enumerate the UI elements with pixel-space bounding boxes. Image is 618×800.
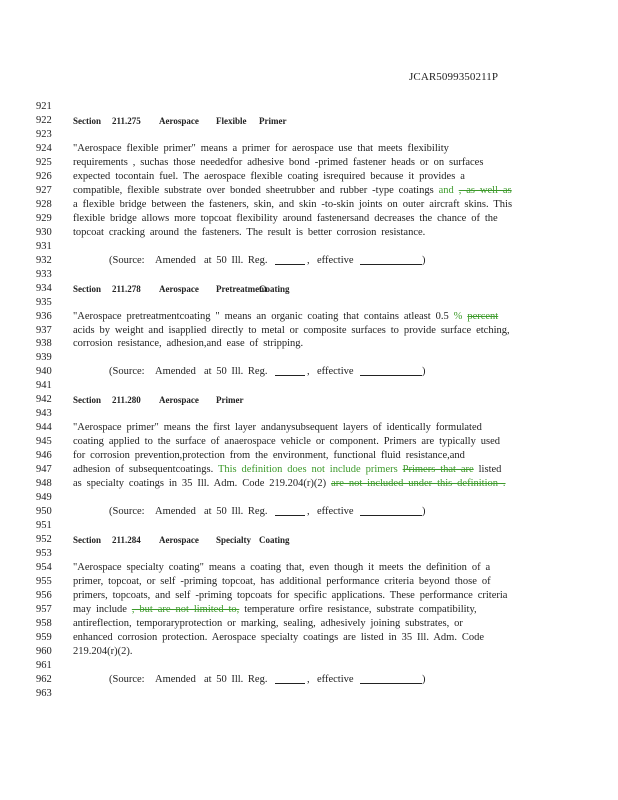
comma: ,	[307, 366, 310, 378]
line-number: 926	[36, 170, 52, 182]
line-text	[73, 212, 498, 226]
section-heading-part: Section	[73, 115, 101, 126]
line-number: 941	[36, 380, 52, 392]
line-text	[73, 337, 303, 351]
document-line	[0, 449, 618, 463]
line-number: 951	[36, 520, 52, 532]
line-text	[73, 142, 449, 156]
document-line	[0, 198, 618, 212]
effective-date-blank	[360, 365, 422, 376]
document-line	[0, 435, 618, 449]
register-reference: at 50 Ill. Reg.	[204, 366, 268, 378]
line-text	[73, 226, 425, 240]
document-line	[0, 128, 618, 142]
section-heading-part: Aerospace	[159, 535, 199, 546]
register-reference: at 50 Ill. Reg.	[204, 506, 268, 518]
line-number: 939	[36, 352, 52, 364]
inserted-text: %	[453, 310, 463, 322]
section-heading-part: 211.280	[112, 395, 141, 406]
source-label: (Source:	[109, 254, 145, 266]
section-heading-part: Primer	[216, 395, 244, 406]
document-line	[0, 114, 618, 128]
section-heading-part: Section	[73, 535, 101, 546]
document-line	[0, 212, 618, 226]
amended-label: Amended	[155, 506, 196, 518]
document-line	[0, 477, 618, 491]
document-line	[0, 687, 618, 701]
document-line	[0, 519, 618, 533]
document-line	[0, 617, 618, 631]
line-text	[73, 617, 463, 631]
body-text: primers, topcoats, and self -priming topcoats for specific applications. These performance criteria	[73, 589, 508, 601]
section-heading-part: Section	[73, 283, 101, 294]
section-heading-part: Flexible	[216, 115, 247, 126]
body-text: flexible bridge allows more topcoat flexibility around fastenersand decreases the chance of the	[73, 212, 498, 224]
line-text	[73, 463, 501, 477]
document-line	[0, 505, 618, 519]
document-line	[0, 351, 618, 365]
document-line	[0, 407, 618, 421]
line-number: 947	[36, 464, 52, 476]
body-text: listed	[473, 464, 502, 476]
document-line	[0, 310, 618, 324]
section-heading-part: Primer	[259, 115, 287, 126]
line-text	[73, 449, 465, 463]
source-label: (Source:	[109, 366, 145, 378]
line-number: 945	[36, 436, 52, 448]
line-text	[73, 603, 477, 617]
line-number: 922	[36, 114, 52, 126]
document-line	[0, 547, 618, 561]
document-line	[0, 421, 618, 435]
document-line	[0, 575, 618, 589]
section-heading-part: Section	[73, 395, 101, 406]
line-text	[73, 589, 507, 603]
body-text: 219.204(r)(2).	[73, 645, 133, 657]
deleted-text: are not included under this definition .	[331, 478, 506, 490]
document-line	[0, 254, 618, 268]
effective-label: effective	[317, 506, 354, 518]
body-text: "Aerospace pretreatmentcoating " means an organic coating that contains atleast 0.5	[73, 310, 454, 322]
line-number: 942	[36, 394, 52, 406]
line-number: 948	[36, 478, 52, 490]
document-line	[0, 491, 618, 505]
body-text: for corrosion prevention,protection from the environment, functional fluid resistance,and	[73, 450, 465, 462]
document-line	[0, 379, 618, 393]
source-label: (Source:	[109, 506, 145, 518]
document-line	[0, 659, 618, 673]
line-number: 943	[36, 408, 52, 420]
section-heading-part: 211.284	[112, 535, 141, 546]
deleted-text: Primers that are	[402, 464, 474, 476]
line-number: 929	[36, 212, 52, 224]
body-text: requirements , suchas those neededfor adhesive bond -primed fastener heads or on surfaces	[73, 156, 484, 168]
document-line	[0, 100, 618, 114]
document-line	[0, 240, 618, 254]
document-line	[0, 673, 618, 687]
body-text: "Aerospace specialty coating" means a coating that, even though it meets the definition of a	[73, 562, 491, 573]
document-line	[0, 142, 618, 156]
register-page-blank	[275, 673, 305, 684]
line-text	[73, 170, 465, 184]
body-text: coating applied to the surface of anaerospace vehicle or component. Primers are typically used	[73, 436, 500, 448]
line-number: 961	[36, 659, 52, 671]
close-paren: )	[422, 506, 426, 518]
amended-label: Amended	[155, 254, 196, 266]
line-number: 959	[36, 631, 52, 643]
register-reference: at 50 Ill. Reg.	[204, 254, 268, 266]
line-number: 928	[36, 198, 52, 210]
line-number: 957	[36, 603, 52, 615]
register-page-blank	[275, 254, 305, 265]
body-text: primer, topcoat, or self -priming topcoat, has additional performance criteria beyond those of	[73, 575, 491, 587]
document-line	[0, 645, 618, 659]
section-heading-part: 211.275	[112, 115, 141, 126]
line-number: 921	[36, 101, 52, 112]
effective-label: effective	[317, 366, 354, 378]
line-text	[73, 435, 500, 449]
comma: ,	[307, 506, 310, 518]
document-line	[0, 226, 618, 240]
section-heading-part: Coating	[259, 535, 290, 546]
document-code: JCAR5099350211P	[409, 71, 499, 83]
section-heading-part: Aerospace	[159, 115, 199, 126]
document-line	[0, 561, 618, 575]
line-text	[73, 421, 482, 435]
effective-date-blank	[360, 505, 422, 516]
line-number: 949	[36, 492, 52, 504]
amended-label: Amended	[155, 366, 196, 378]
document-line	[0, 365, 618, 379]
line-number: 934	[36, 282, 52, 294]
body-text: compatible, flexible substrate over bonded sheetrubber and rubber -type coatings	[73, 184, 439, 196]
line-number: 935	[36, 296, 52, 308]
line-number: 962	[36, 673, 52, 685]
line-text	[73, 184, 512, 198]
line-text	[73, 645, 132, 659]
document-line	[0, 463, 618, 477]
deleted-text: , as well as	[458, 184, 512, 196]
body-text: topcoat cracking around the fasteners. The result is better corrosion resistance.	[73, 226, 426, 238]
document-line	[0, 268, 618, 282]
document-line	[0, 324, 618, 338]
body-text: enhanced corrosion protection. Aerospace specialty coatings are listed in 35 Ill. Adm. Code	[73, 631, 485, 643]
comma: ,	[307, 254, 310, 266]
body-text: acids by weight and isapplied directly to metal or composite surfaces to provide surface etching,	[73, 324, 510, 336]
line-number: 938	[36, 338, 52, 350]
deleted-text: percent	[467, 310, 499, 322]
amended-label: Amended	[155, 673, 196, 685]
close-paren: )	[422, 254, 426, 266]
line-text	[73, 575, 491, 589]
body-text: may include	[73, 603, 132, 615]
section-heading-part: Coating	[259, 283, 290, 294]
body-text: antireflection, temporaryprotection or marking, sealing, adhesively joining substrates, or	[73, 617, 463, 629]
line-text	[73, 477, 506, 491]
document-line	[0, 156, 618, 170]
line-text	[73, 156, 483, 170]
register-page-blank	[275, 365, 305, 376]
line-number: 958	[36, 617, 52, 629]
body-text: adhesion of subsequentcoatings.	[73, 464, 218, 476]
document-line	[0, 533, 618, 547]
line-number: 930	[36, 226, 52, 238]
document-line	[0, 337, 618, 351]
effective-date-blank	[360, 673, 422, 684]
section-heading-part: Specialty	[216, 535, 251, 546]
section-heading-part: Aerospace	[159, 395, 199, 406]
body-text: "Aerospace flexible primer" means a primer for aerospace use that meets flexibility	[73, 142, 449, 154]
line-text	[73, 631, 484, 645]
line-number: 925	[36, 156, 52, 168]
body-text: corrosion resistance, adhesion,and ease of stripping.	[73, 338, 304, 350]
line-number: 937	[36, 324, 52, 336]
close-paren: )	[422, 673, 426, 685]
register-reference: at 50 Ill. Reg.	[204, 673, 268, 685]
line-number: 960	[36, 645, 52, 657]
line-number: 923	[36, 128, 52, 140]
line-number: 950	[36, 506, 52, 518]
document-line	[0, 393, 618, 407]
document-line	[0, 282, 618, 296]
line-text	[73, 324, 510, 338]
line-number: 933	[36, 268, 52, 280]
body-text: "Aerospace primer" means the first layer andanysubsequent layers of identically formulated	[73, 422, 482, 434]
body-text: a flexible bridge between the fasteners, skin, and skin -to-skin joints on outer aircraft skins. This	[73, 198, 513, 210]
document-line	[0, 170, 618, 184]
line-number: 952	[36, 534, 52, 546]
line-number: 940	[36, 366, 52, 378]
line-number: 946	[36, 450, 52, 462]
body-text: as specialty coatings in 35 Ill. Adm. Code 219.204(r)(2)	[73, 478, 332, 490]
document-line	[0, 184, 618, 198]
line-number: 963	[36, 687, 52, 699]
effective-date-blank	[360, 254, 422, 265]
section-heading-part: Pretreatment	[216, 283, 268, 294]
line-text	[73, 198, 512, 212]
line-number: 944	[36, 422, 52, 434]
deleted-text: , but are not limited to,	[131, 603, 240, 615]
comma: ,	[307, 673, 310, 685]
line-number: 936	[36, 310, 52, 322]
document-line	[0, 589, 618, 603]
document-line	[0, 603, 618, 617]
inserted-text: This definition does not include primers	[217, 464, 398, 476]
line-text	[73, 561, 490, 575]
section-heading-part: Aerospace	[159, 283, 199, 294]
line-number: 931	[36, 240, 52, 252]
effective-label: effective	[317, 254, 354, 266]
line-number: 954	[36, 562, 52, 573]
document-line	[0, 296, 618, 310]
line-number: 955	[36, 575, 52, 587]
document-line	[0, 631, 618, 645]
line-number: 956	[36, 589, 52, 601]
inserted-text: and	[438, 184, 454, 196]
effective-label: effective	[317, 673, 354, 685]
line-text	[73, 310, 498, 324]
body-text: temperature orfire resistance, substrate compatibility,	[239, 603, 477, 615]
source-label: (Source:	[109, 673, 145, 685]
body-text: expected tocontain fuel. The aerospace flexible coating isrequired because it provides a	[73, 170, 465, 182]
register-page-blank	[275, 505, 305, 516]
line-number: 953	[36, 548, 52, 560]
line-number: 932	[36, 254, 52, 266]
line-number: 924	[36, 142, 52, 154]
close-paren: )	[422, 366, 426, 378]
section-heading-part: 211.278	[112, 283, 141, 294]
line-number: 927	[36, 184, 52, 196]
